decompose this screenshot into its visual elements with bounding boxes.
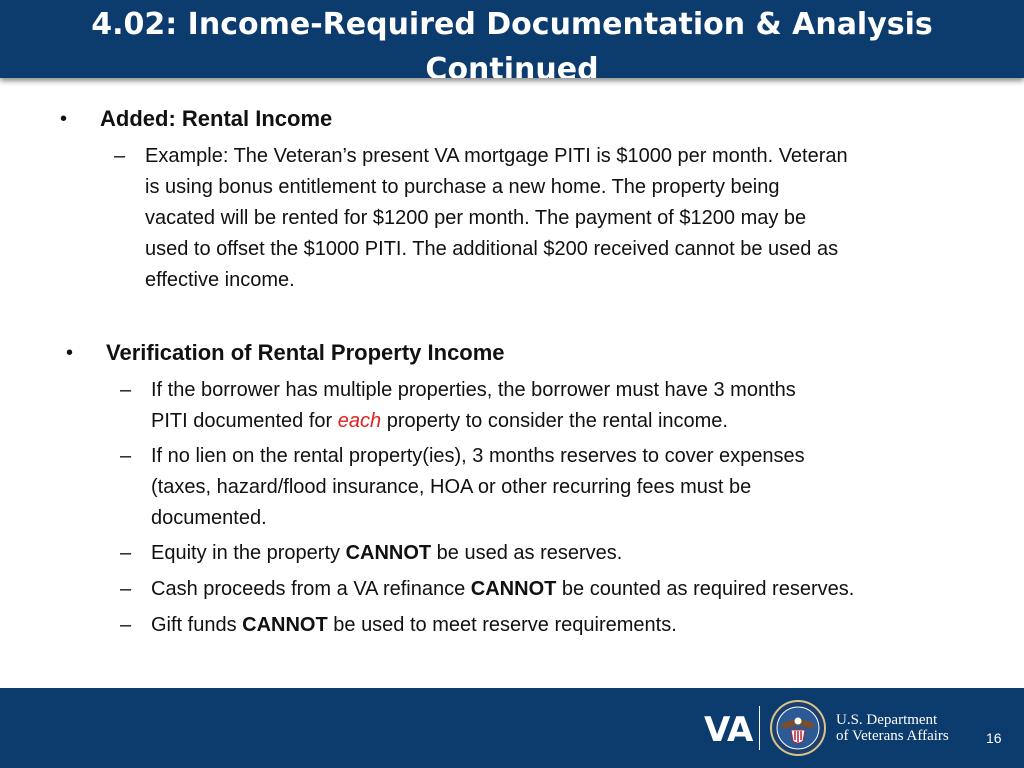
sub-item-equity [120, 538, 991, 569]
slide-header [0, 0, 1024, 78]
sub-item-cash-proceeds [120, 574, 991, 605]
text-segment: Gift funds [151, 614, 243, 636]
example-line: Example: The Veteran’s present VA mortgage PITI is $1000 per month. Veteran [145, 145, 848, 167]
emphasis-cannot: CANNOT [470, 578, 557, 600]
sub-item-line: If the borrower has multiple properties, the borrower must have 3 months [151, 379, 796, 401]
page-number: 16 [986, 730, 1002, 746]
department-line-2: of Veterans Affairs [836, 728, 949, 744]
emphasis-each: each [337, 410, 382, 432]
emphasis-cannot: CANNOT [345, 542, 432, 564]
sub-item-line [151, 610, 991, 641]
sub-item-line: documented. [151, 507, 267, 529]
bullet-dot: • [60, 108, 68, 130]
logo-divider [759, 706, 760, 750]
text-segment: Equity in the property [151, 542, 346, 564]
text-segment: be used to meet reserve requirements. [327, 614, 677, 636]
bullet-heading: Verification of Rental Property Income [106, 340, 505, 365]
dash-marker: – [114, 145, 126, 167]
department-name [836, 712, 949, 744]
example-paragraph [114, 141, 985, 296]
dash-marker: – [120, 445, 132, 467]
title-line-2: Continued [425, 52, 599, 78]
sub-item-line [151, 406, 991, 437]
sub-item-line: (taxes, hazard/flood insurance, HOA or other recurring fees must be [151, 476, 752, 498]
title-line-1: 4.02: Income-Required Documentation & Analysis [91, 7, 933, 42]
text-segment: property to consider the rental income. [381, 410, 728, 432]
sub-item-multiple-properties [120, 375, 991, 437]
sub-item-no-lien [120, 441, 991, 534]
emphasis-cannot: CANNOT [242, 614, 328, 636]
sub-item-line [151, 538, 991, 569]
bullet-dot: • [66, 342, 74, 364]
dash-marker: – [120, 578, 132, 600]
example-line: is using bonus entitlement to purchase a new home. The property being [145, 176, 780, 198]
dash-marker: – [120, 379, 132, 401]
department-line-1: U.S. Department [836, 712, 938, 728]
slide-title [0, 2, 1024, 78]
sub-item-line [151, 574, 991, 605]
slide-footer [0, 688, 1024, 768]
example-line: effective income. [145, 269, 295, 291]
bullet-verification [66, 338, 505, 368]
dash-marker: – [120, 542, 132, 564]
text-segment: be counted as required reserves. [556, 578, 855, 600]
va-seal-icon [770, 700, 826, 756]
sub-item-line: If no lien on the rental property(ies), 3 months reserves to cover expenses [151, 445, 805, 467]
example-line: vacated will be rented for $1200 per month. The payment of $1200 may be [145, 207, 807, 229]
text-segment: be used as reserves. [431, 542, 623, 564]
sub-item-gift-funds [120, 610, 991, 641]
dash-marker: – [120, 614, 132, 636]
text-segment: PITI documented for [151, 410, 338, 432]
va-logo: VA [704, 710, 753, 750]
bullet-heading: Added: Rental Income [100, 106, 333, 131]
example-line: used to offset the $1000 PITI. The additional $200 received cannot be used as [145, 238, 839, 260]
text-segment: Cash proceeds from a VA refinance [151, 578, 471, 600]
bullet-rental-income [60, 104, 333, 134]
